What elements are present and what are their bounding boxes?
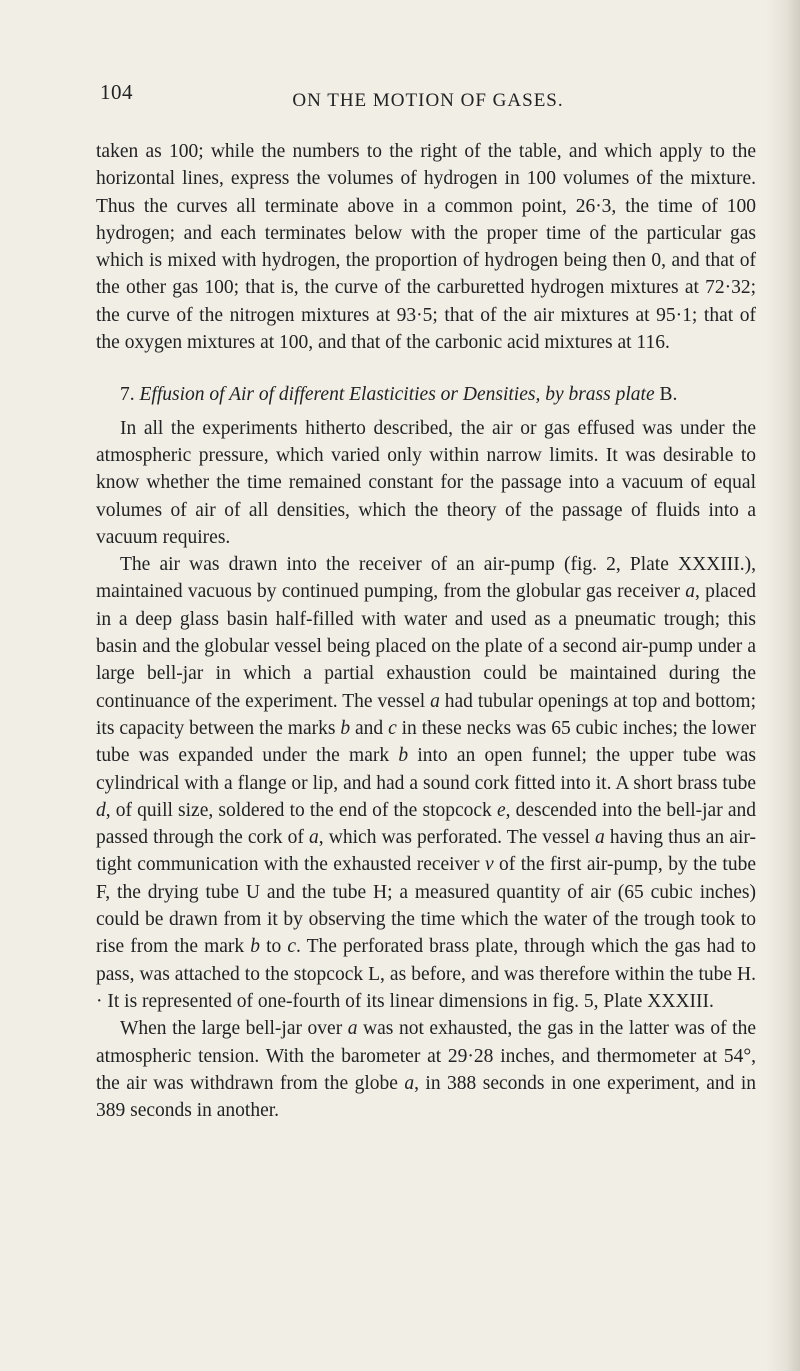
symbol: a — [430, 690, 440, 712]
text-run: was not exhausted, the gas in the latter was of the atmospheric tension. With the barometer at 29·28 inches, and thermometer at 54°, the air was withdrawn from the globe — [96, 1018, 756, 1094]
page-header — [100, 80, 756, 110]
text-run: having thus an air-tight communication with the exhausted receiver — [96, 827, 756, 876]
text-run: to — [260, 936, 288, 958]
section-heading — [96, 381, 756, 408]
symbol: v — [484, 854, 494, 876]
text-run: and — [350, 717, 389, 739]
symbol: a — [347, 1018, 358, 1040]
page-edge-shadow — [766, 0, 800, 1371]
symbol: c — [287, 936, 296, 958]
section-title: Effusion of Air of different Elasticities or Densities, by brass plate — [139, 384, 655, 406]
symbol: c — [388, 717, 397, 739]
section-plate-ref: B. — [659, 384, 678, 406]
paragraph-experiments-intro: In all the experiments hitherto described, the air or gas effused was under the atmospheric pressure, which varied only within narrow limits. It was desirable to know whether the time remained constant for the passage into a vacuum of equal volumes of air of all densities, which the theory of the passage of fluids into a vacuum requires. — [96, 417, 756, 548]
symbol: a — [404, 1072, 415, 1094]
text-run: , which was perforated. The vessel — [318, 827, 596, 849]
text-run: , placed in a deep glass basin half-filled with water and used as a pneumatic trough; this basin and the globular vessel being placed on the plate of a second air-pump under a large bell-jar in which a partial exhaustion could be maintained during the continuance of the experiment. The vessel — [96, 581, 757, 712]
body-text — [96, 138, 756, 1124]
text-run: into an open funnel; the upper tube was cylindrical with a flange or lip, and had a sound cork fitted into it. A short brass tube — [96, 745, 757, 794]
text-run: , descended into the bell-jar and passed through the cork of — [96, 799, 757, 849]
text-run: in these necks was 65 cubic inches; the lower tube was expanded under the mark — [96, 717, 756, 767]
text-run: had tubular openings at top and bottom; its capacity between the marks — [96, 690, 756, 739]
page-number: 104 — [100, 80, 133, 104]
text-run: The air was drawn into the receiver of an air-pump (fig. 2, Plate XXXIII.), maintained vacuous by continued pumping, from the globular gas receiver — [96, 554, 756, 603]
text-run: , of quill size, soldered to the end of the stopcock — [105, 799, 497, 821]
text-run: , in 388 seconds in one experiment, and in 389 seconds in another. — [96, 1072, 756, 1122]
symbol: a — [595, 827, 605, 849]
text-run: When the large bell-jar over — [120, 1018, 348, 1040]
text-run: of the first air-pump, by the tube F, the drying tube U and the tube H; a measured quantity of air (65 cubic inches) could be drawn from it by observing the time which the water of the trough took to rise from the mark — [96, 854, 757, 958]
symbol: b — [250, 936, 260, 958]
paragraph-continuation: taken as 100; while the numbers to the right of the table, and which apply to the horizontal lines, express the volumes of hydrogen in 100 volumes of the mixture. Thus the curves all terminate above in a common point, 26·3, the time of 100 hydrogen; and each terminates below with the proper time of the particular gas which is mixed with hydrogen, the proportion of hydrogen being then 0, and that of the other gas 100; that is, the curve of the carburetted hydrogen mixtures at 72·32; the curve of the nitrogen mixtures at 93·5; that of the air mixtures at 95·1; that of the oxygen mixtures at 100, and that of the carbonic acid mixtures at 116. — [96, 141, 756, 354]
symbol: b — [398, 745, 409, 767]
symbol: e — [496, 799, 506, 821]
text-run: . The perforated brass plate, through which the gas had to pass, was attached to the stopcock L, as before, and was therefore within the tube H. · It is represented of one-fourth of its linear dimensions in fig. 5, Plate XXXIII. — [96, 936, 756, 1012]
symbol: a — [685, 581, 695, 603]
paragraph-bell-jar — [96, 1015, 756, 1124]
section-number: 7. — [120, 384, 135, 406]
running-head: ON THE MOTION OF GASES. — [292, 90, 564, 111]
symbol: b — [340, 717, 351, 739]
symbol: a — [309, 827, 319, 849]
symbol: d — [96, 799, 106, 821]
paragraph-apparatus — [96, 551, 756, 1015]
